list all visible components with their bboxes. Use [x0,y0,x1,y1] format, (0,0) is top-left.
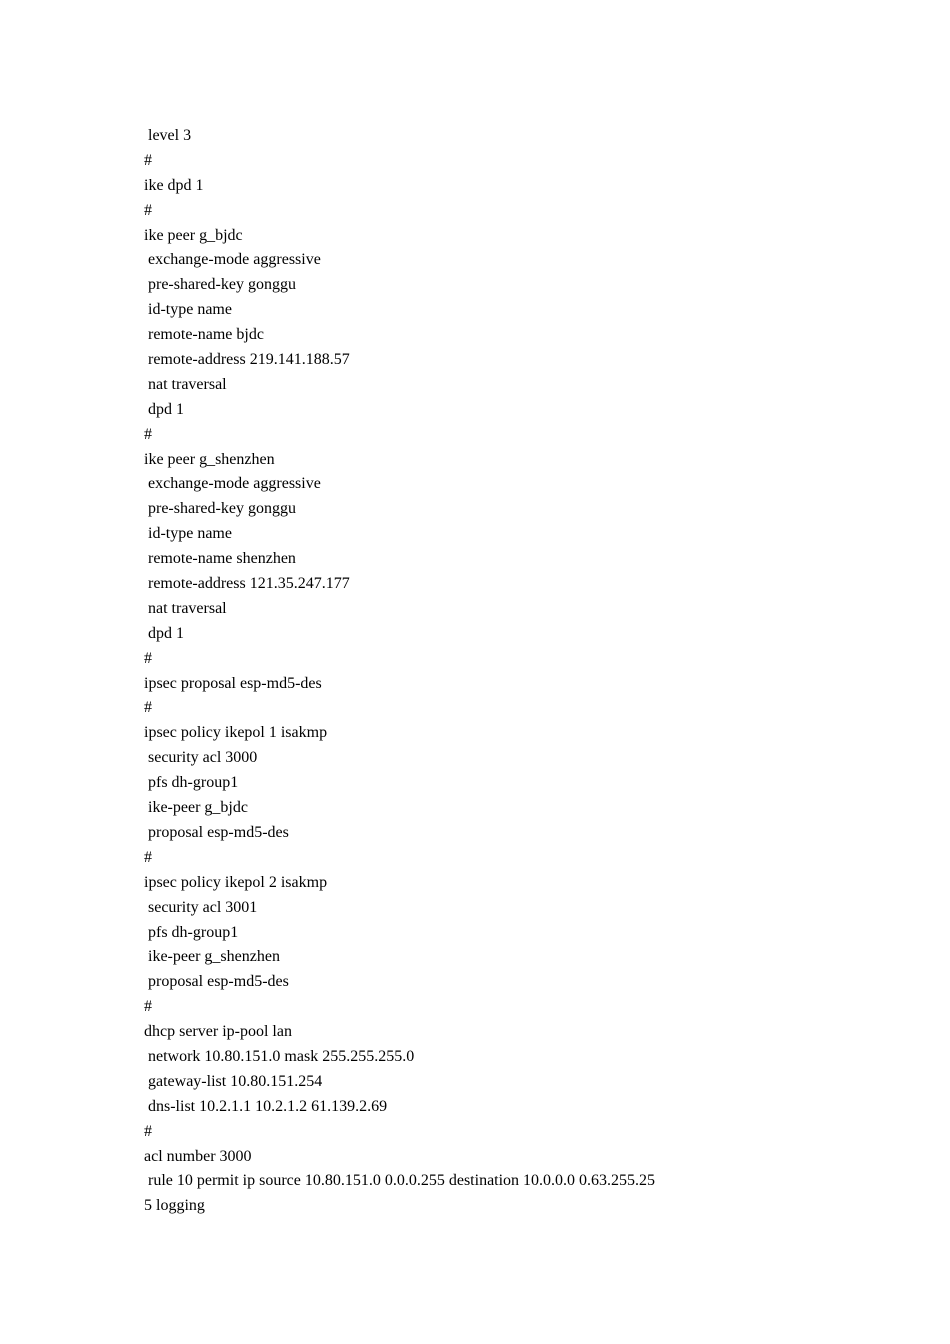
config-line: ike peer g_bjdc [144,226,243,244]
config-line: network 10.80.151.0 mask 255.255.255.0 [144,1047,415,1065]
config-text-block [144,124,904,1219]
config-line: rule 10 permit ip source 10.80.151.0 0.0.0.255 destination 10.0.0.0 0.63.255.25 [144,1172,656,1190]
config-line: ipsec policy ikepol 2 isakmp [144,873,328,891]
config-line: remote-address 219.141.188.57 [144,351,350,369]
config-line: acl number 3000 [144,1147,252,1165]
config-line: proposal esp-md5-des [144,973,289,991]
config-line: ike dpd 1 [144,176,204,194]
config-line: remote-name bjdc [144,326,264,344]
config-line: exchange-mode aggressive [144,251,321,269]
config-line: remote-name shenzhen [144,550,296,568]
config-line: dhcp server ip-pool lan [144,1023,292,1041]
config-line: ike-peer g_shenzhen [144,948,280,966]
config-line: # [144,649,152,667]
config-line: security acl 3000 [144,749,258,767]
config-line: # [144,151,152,169]
config-line: 5 logging [144,1197,205,1215]
config-line: pre-shared-key gonggu [144,276,296,294]
config-line: dpd 1 [144,400,184,418]
config-line: id-type name [144,301,232,319]
config-line: gateway-list 10.80.151.254 [144,1072,323,1090]
config-line: pfs dh-group1 [144,774,239,792]
config-line: # [144,1122,152,1140]
config-line: security acl 3001 [144,898,258,916]
config-line: remote-address 121.35.247.177 [144,575,350,593]
config-line: exchange-mode aggressive [144,475,321,493]
config-line: pre-shared-key gonggu [144,500,296,518]
config-line: ipsec proposal esp-md5-des [144,674,322,692]
config-line: nat traversal [144,599,227,617]
config-line: # [144,425,152,443]
config-line: dpd 1 [144,624,184,642]
config-line: ipsec policy ikepol 1 isakmp [144,724,328,742]
config-line: level 3 [144,127,192,144]
config-line: nat traversal [144,375,227,393]
config-line: # [144,848,152,866]
config-line: # [144,998,152,1016]
config-line: id-type name [144,525,232,543]
config-line: pfs dh-group1 [144,923,239,941]
config-line: dns-list 10.2.1.1 10.2.1.2 61.139.2.69 [144,1097,388,1115]
config-line: ike peer g_shenzhen [144,450,275,468]
config-line: proposal esp-md5-des [144,823,289,841]
config-line: # [144,201,152,219]
config-line: ike-peer g_bjdc [144,799,248,817]
config-line: # [144,699,152,717]
